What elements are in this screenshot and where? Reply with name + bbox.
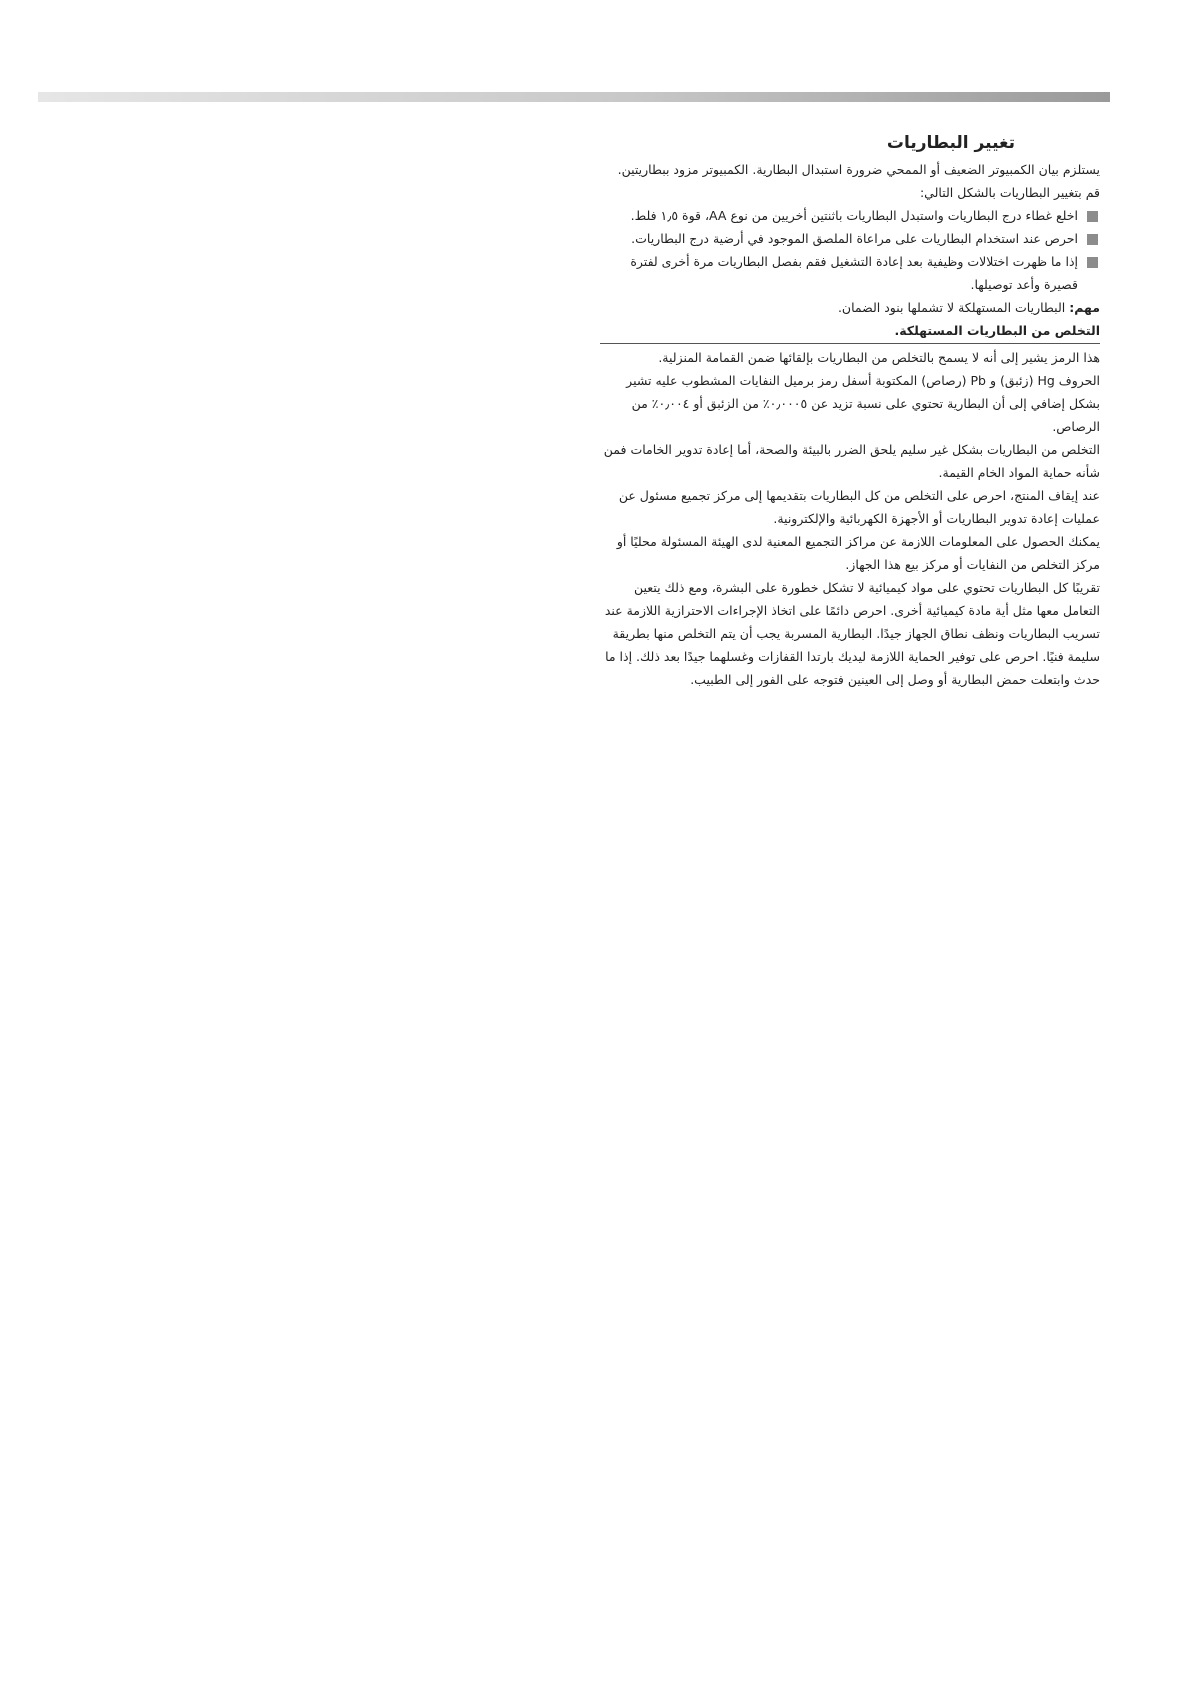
list-item bbox=[600, 250, 1100, 296]
section-title: تغيير البطاريات bbox=[886, 133, 1015, 153]
disposal-heading: التخلص من البطاريات المستهلكة. bbox=[600, 319, 1100, 344]
disposal-paragraph: عند إيقاف المنتج، احرص على التخلص من كل البطاريات بتقديمها إلى مركز تجميع مسئول عن عمليات إعادة تدوير البطاريات أو الأجهزة الكهربائية والإلكترونية. bbox=[618, 488, 1100, 526]
disposal-paragraph: تقريبًا كل البطاريات تحتوي على مواد كيميائية لا تشكل خطورة على البشرة، ومع ذلك يتعين التعامل معها مثل أية مادة كيميائية أخرى. احرص دائمًا على اتخاذ الإجراءات الاحترازية اللازمة عند تسريب البطاريات ونظف نطاق الجهاز جيدًا. البطارية المسربة يجب أن يتم التخلص منها بطريقة سليمة فنيًا. احرص على توفير الحماية اللازمة ليديك بارتدا القفازات وغسلهما جيدًا بعد ذلك. إذا ما حدث وابتعلت حمض البطارية أو وصل إلى العينين فتوجه على الفور إلى الطبيب. bbox=[604, 580, 1100, 687]
step-text: احرص عند استخدام البطاريات على مراعاة الملصق الموجود في أرضية درج البطاريات. bbox=[631, 231, 1078, 246]
disposal-paragraph: التخلص من البطاريات بشكل غير سليم يلحق الضرر بالبيئة والصحة، أما إعادة تدوير الخامات فمن شأنه حماية المواد الخام القيمة. bbox=[603, 442, 1100, 480]
battery-section bbox=[600, 128, 1100, 691]
steps-intro: قم بتغيير البطاريات بالشكل التالي: bbox=[919, 185, 1100, 200]
step-text: اخلع غطاء درج البطاريات واستبدل البطاريات باثنتين أخريين من نوع AA، قوة ١٫٥ فلط. bbox=[630, 208, 1078, 223]
square-bullet-icon bbox=[1087, 257, 1098, 268]
square-bullet-icon bbox=[1087, 211, 1098, 222]
disposal-paragraph: يمكنك الحصول على المعلومات اللازمة عن مراكز التجميع المعنية لدى الهيئة المسئولة محليًا أو مركز التخلص من النفايات أو مركز بيع هذا الجهاز. bbox=[616, 534, 1100, 572]
steps-list bbox=[600, 204, 1100, 296]
header-gradient-bar bbox=[38, 92, 1110, 102]
important-text: البطاريات المستهلكة لا تشملها بنود الضمان. bbox=[837, 300, 1070, 315]
step-text: إذا ما ظهرت اختلالات وظيفية بعد إعادة التشغيل فقم بفصل البطاريات مرة أخرى لفترة قصيرة وأعد توصيلها. bbox=[630, 254, 1078, 292]
important-label: مهم: bbox=[1069, 300, 1100, 315]
list-item bbox=[600, 227, 1100, 250]
square-bullet-icon bbox=[1087, 234, 1098, 245]
important-note bbox=[600, 296, 1100, 319]
disposal-paragraph: الحروف Hg (زئبق) و Pb (رصاص) المكتوبة أسفل رمز برميل النفايات المشطوب عليه تشير بشكل إضافي إلى أن البطارية تحتوي على نسبة تزيد عن ٠٫٠٠٠٥٪ من الزئبق أو ٠٫٠٠٤٪ من الرصاص. bbox=[626, 373, 1100, 434]
disposal-paragraph: هذا الرمز يشير إلى أنه لا يسمح بالتخلص من البطاريات بإلقائها ضمن القمامة المنزلية. bbox=[658, 350, 1100, 365]
intro-paragraph: يستلزم بيان الكمبيوتر الضعيف أو الممحي ضرورة استبدال البطارية. الكمبيوتر مزود ببطاريتين. bbox=[617, 162, 1100, 177]
list-item bbox=[600, 204, 1100, 227]
